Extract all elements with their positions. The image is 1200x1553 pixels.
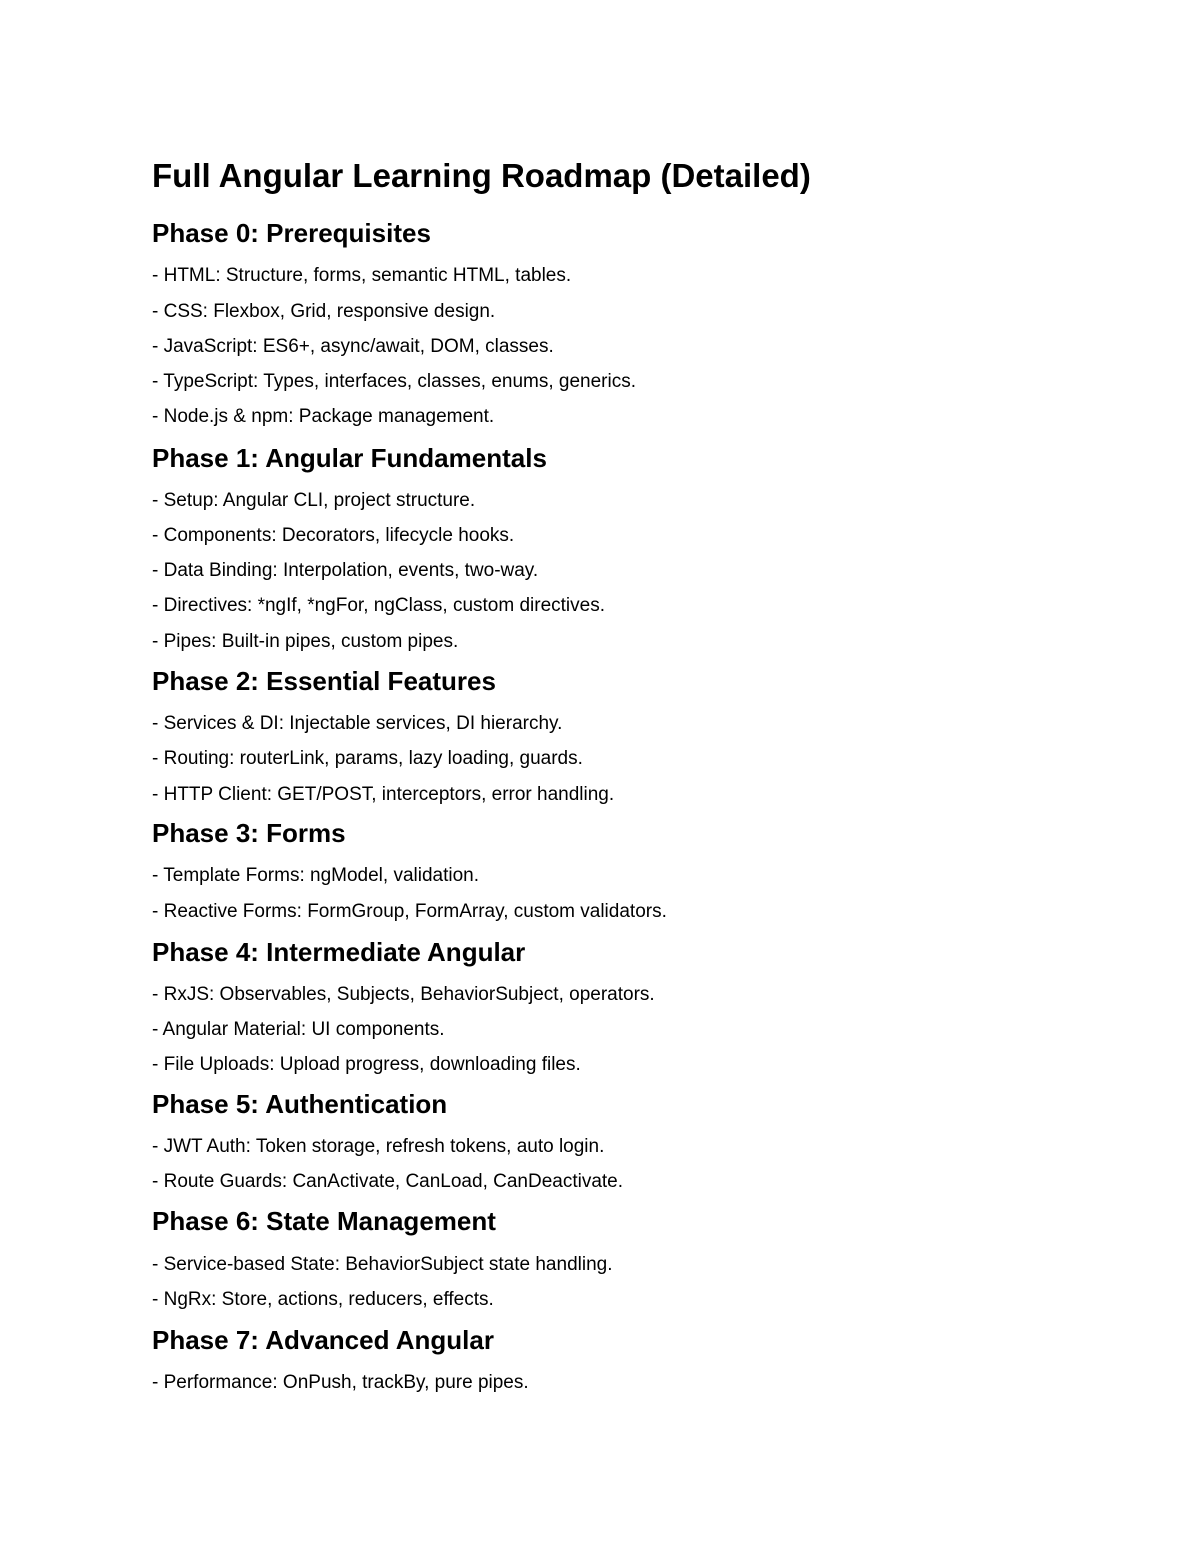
list-item: - File Uploads: Upload progress, downloading files.: [152, 1054, 581, 1075]
list-item: - CSS: Flexbox, Grid, responsive design.: [152, 301, 496, 322]
list-item: - JavaScript: ES6+, async/await, DOM, classes.: [152, 336, 554, 357]
list-item: - Node.js & npm: Package management.: [152, 406, 495, 427]
list-item: - Template Forms: ngModel, validation.: [152, 865, 480, 886]
list-item: - TypeScript: Types, interfaces, classes, enums, generics.: [152, 371, 637, 392]
list-item: - Service-based State: BehaviorSubject state handling.: [152, 1254, 613, 1275]
phase-6-heading: Phase 6: State Management: [152, 1206, 496, 1236]
list-item: - Routing: routerLink, params, lazy loading, guards.: [152, 748, 583, 769]
list-item: - HTTP Client: GET/POST, interceptors, error handling.: [152, 784, 615, 805]
list-item: - JWT Auth: Token storage, refresh tokens, auto login.: [152, 1136, 605, 1157]
list-item: - Performance: OnPush, trackBy, pure pipes.: [152, 1372, 529, 1393]
list-item: - HTML: Structure, forms, semantic HTML, tables.: [152, 265, 572, 286]
phase-4-heading: Phase 4: Intermediate Angular: [152, 937, 526, 967]
list-item: - Data Binding: Interpolation, events, two-way.: [152, 560, 539, 581]
list-item: - Components: Decorators, lifecycle hooks.: [152, 525, 515, 546]
phase-2-heading: Phase 2: Essential Features: [152, 666, 496, 696]
list-item: - Services & DI: Injectable services, DI hierarchy.: [152, 713, 563, 734]
phase-0-heading: Phase 0: Prerequisites: [152, 218, 431, 248]
list-item: - NgRx: Store, actions, reducers, effects.: [152, 1289, 494, 1310]
list-item: - Pipes: Built-in pipes, custom pipes.: [152, 631, 459, 652]
list-item: - Directives: *ngIf, *ngFor, ngClass, custom directives.: [152, 595, 605, 616]
list-item: - Route Guards: CanActivate, CanLoad, CanDeactivate.: [152, 1171, 624, 1192]
document-title: Full Angular Learning Roadmap (Detailed): [152, 157, 811, 194]
list-item: - Reactive Forms: FormGroup, FormArray, custom validators.: [152, 901, 667, 922]
phase-3-heading: Phase 3: Forms: [152, 818, 346, 848]
phase-5-heading: Phase 5: Authentication: [152, 1089, 448, 1119]
list-item: - Setup: Angular CLI, project structure.: [152, 490, 476, 511]
phase-1-heading: Phase 1: Angular Fundamentals: [152, 443, 547, 473]
phase-7-heading: Phase 7: Advanced Angular: [152, 1325, 494, 1355]
list-item: - Angular Material: UI components.: [152, 1019, 445, 1040]
list-item: - RxJS: Observables, Subjects, BehaviorSubject, operators.: [152, 984, 655, 1005]
